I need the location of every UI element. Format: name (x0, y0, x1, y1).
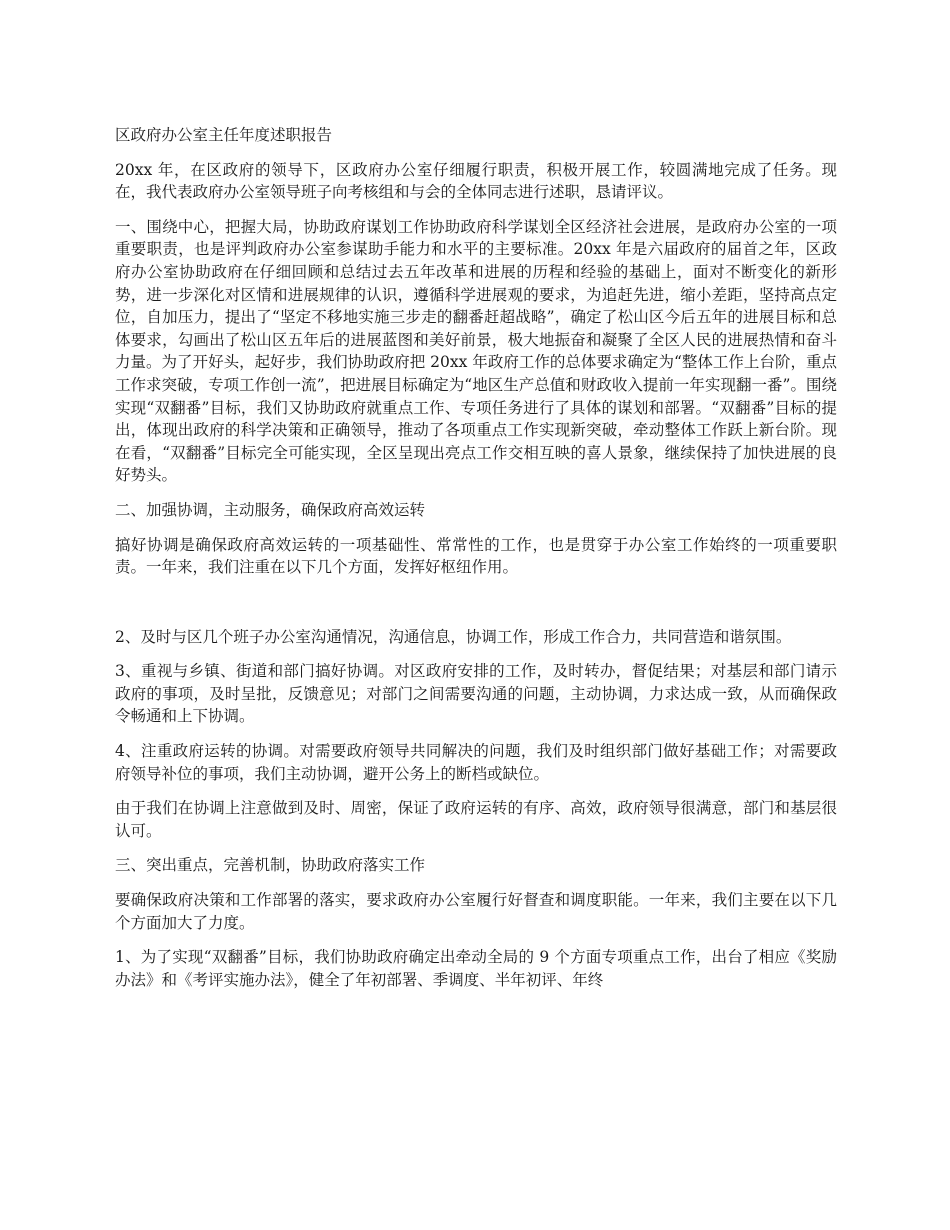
paragraph-intro: 20xx 年，在区政府的领导下，区政府办公室仔细履行职责，积极开展工作，较圆满地完成了任务。现在，我代表政府办公室领导班子向考核组和与会的全体同志进行述职，恳请评议。 (115, 160, 837, 202)
document-body (115, 124, 837, 1003)
blank-gap (115, 591, 837, 626)
paragraph-section-1: 一、围绕中心，把握大局，协助政府谋划工作协助政府科学谋划全区经济社会进展，是政府办公室的一项重要职责，也是评判政府办公室参谋助手能力和水平的主要标准。20xx 年是六届政府的届首之年，区政府办公室协助政府在仔细回顾和总结过去五年改革和进展的历程和经验的基础上，面对不断变化的新形势，进一步深化对区情和进展规律的认识，遵循科学进展观的要求，为追赶先进，缩小差距，坚持高点定位，自加压力，提出了“坚定不移地实施三步走的翻番赶超战略”，确定了松山区今后五年的进展目标和总体要求，勾画出了松山区五年后的进展蓝图和美好前景，极大地振奋和凝聚了全区人民的进展热情和奋斗力量。为了开好头，起好步，我们协助政府把 20xx 年政府工作的总体要求确定为“整体工作上台阶，重点工作求突破，专项工作创一流”，把进展目标确定为“地区生产总值和财政收入提前一年实现翻一番”。围绕实现“双翻番”目标，我们又协助政府就重点工作、专项任务进行了具体的谋划和部署。“双翻番”目标的提出，体现出政府的科学决策和正确领导，推动了各项重点工作实现新突破，牵动整体工作跃上新台阶。现在看，“双翻番”目标完全可能实现，全区呈现出亮点工作交相互映的喜人景象，继续保持了加快进展的良好势头。 (115, 217, 837, 485)
section-3-heading: 三、突出重点，完善机制，协助政府落实工作 (115, 856, 426, 875)
paragraph-section-2-intro: 搞好协调是确保政府高效运转的一项基础性、常常性的工作，也是贯穿于办公室工作始终的一项重要职责。一年来，我们注重在以下几个方面，发挥好枢纽作用。 (115, 535, 837, 577)
paragraph-item-4: 4、注重政府运转的协调。对需要政府领导共同解决的问题，我们及时组织部门做好基础工作；对需要政府领导补位的事项，我们主动协调，避开公务上的断档或缺位。 (115, 742, 837, 783)
paragraph-item-2: 2、及时与区几个班子办公室沟通情况，沟通信息，协调工作，形成工作合力，共同营造和谐氛围。 (115, 627, 792, 646)
paragraph-coordination-summary: 由于我们在协调上注意做到及时、周密，保证了政府运转的有序、高效，政府领导很满意，部门和基层很认可。 (115, 799, 837, 840)
document-title: 区政府办公室主任年度述职报告 (115, 126, 333, 144)
paragraph-item-3: 3、重视与乡镇、街道和部门搞好协调。对区政府安排的工作，及时转办，督促结果；对基层和部门请示政府的事项，及时呈批，反馈意见；对部门之间需要沟通的问题，主动协调，力求达成一致，从而确保政令畅通和上下协调。 (115, 662, 837, 726)
paragraph-item-1: 1、为了实现“双翻番”目标，我们协助政府确定出牵动全局的 9 个方面专项重点工作，出台了相应《奖励办法》和《考评实施办法》，健全了年初部署、季调度、半年初评、年终 (115, 948, 837, 989)
section-2-heading: 二、加强协调，主动服务，确保政府高效运转 (115, 500, 426, 519)
paragraph-section-3-intro: 要确保政府决策和工作部署的落实，要求政府办公室履行好督查和调度职能。一年来，我们主要在以下几个方面加大了力度。 (115, 891, 837, 932)
